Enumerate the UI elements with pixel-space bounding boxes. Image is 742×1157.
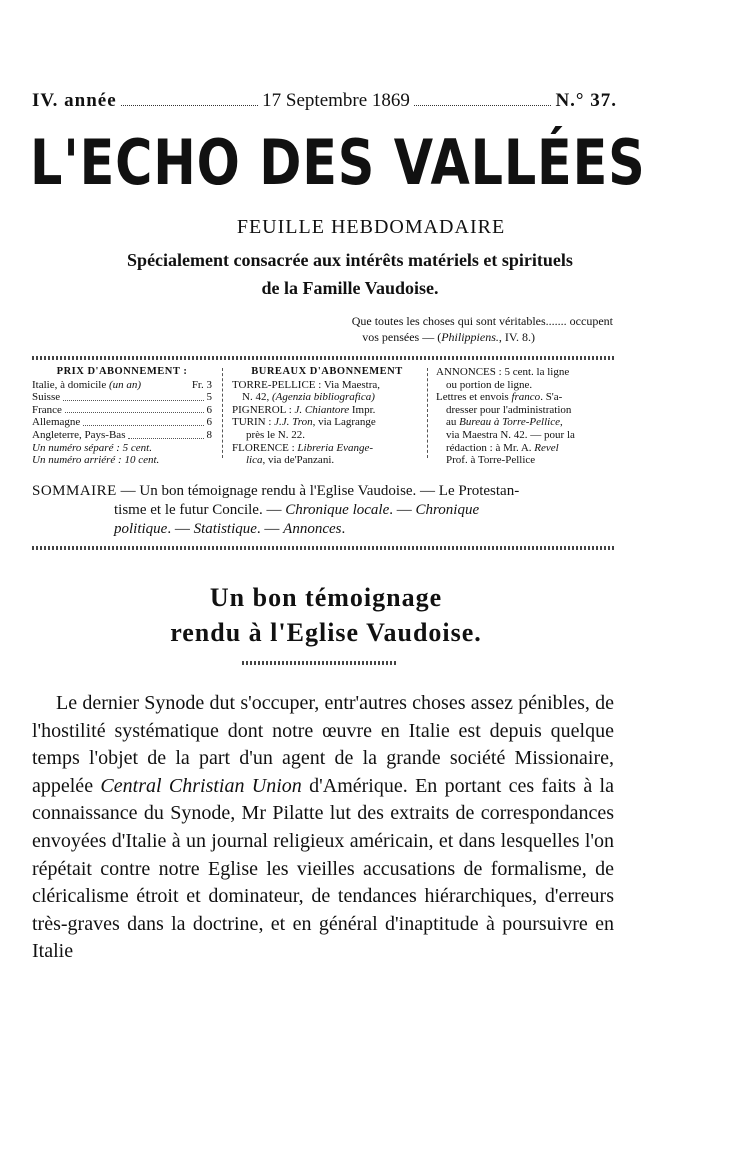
article-body bbox=[32, 690, 614, 966]
price-value: 5 bbox=[206, 391, 212, 404]
ads-line: via Maestra N. 42. — pour la bbox=[446, 428, 575, 441]
ads-column bbox=[436, 366, 618, 467]
office-text-italic: J.J. Tron bbox=[274, 416, 313, 429]
office-text: PIGNEROL : bbox=[232, 403, 295, 416]
office-line bbox=[232, 442, 422, 455]
ads-line bbox=[436, 391, 618, 404]
dedication-line-1: Spécialement consacrée aux intérêts matériels et spirituels bbox=[127, 250, 573, 270]
ads-line: Prof. à Torre-Pellice bbox=[446, 454, 536, 467]
office-text-italic: J. Chiantore bbox=[294, 403, 350, 416]
title-ornament bbox=[242, 661, 398, 665]
price-value: Fr. 3 bbox=[191, 378, 212, 391]
issue-year: IV. année bbox=[32, 90, 117, 111]
summary-continuation bbox=[32, 501, 617, 539]
article-text-italic: Central Christian Union bbox=[100, 774, 302, 797]
table-of-contents bbox=[32, 482, 617, 539]
masthead-title: L'ECHO DES VALLÉES bbox=[30, 126, 646, 199]
ads-line bbox=[436, 442, 618, 455]
summary-text: tisme et le futur Concile. — bbox=[114, 502, 286, 518]
office-text-italic: Libreria Evange- bbox=[297, 441, 374, 454]
back-issue-price: Un numéro arriéré : 10 cent. bbox=[32, 454, 160, 467]
article-text: Le dernier Synode dut s'occuper, entr'autres choses assez pénibles, de l'hostilité systématique dont notre œuvre en Italie est depuis quelque temps l'objet de la part d'un agent de la grande société Missionaire, appelée bbox=[32, 692, 614, 797]
price-value: 6 bbox=[206, 403, 212, 416]
column-separator bbox=[427, 368, 428, 458]
price-row bbox=[32, 391, 212, 404]
office-text: TURIN : bbox=[232, 416, 275, 429]
price-label: Italie, à domicile bbox=[32, 378, 109, 391]
summary-item: politique bbox=[114, 521, 168, 537]
office-line bbox=[232, 416, 422, 429]
column-separator bbox=[222, 368, 223, 458]
ads-text: rédaction : à Mr. A. bbox=[446, 441, 535, 454]
divider bbox=[32, 356, 616, 360]
ads-text-italic: Revel bbox=[534, 441, 559, 454]
ads-text: . S'a- bbox=[540, 391, 563, 404]
issue-line bbox=[32, 90, 617, 112]
summary-text: . bbox=[341, 521, 346, 537]
summary-item: Annonces bbox=[283, 521, 342, 537]
ads-text-italic: franco bbox=[511, 391, 541, 404]
office-text-italic: (Agenzia bibliografica) bbox=[271, 391, 375, 404]
summary-text: . — bbox=[167, 521, 194, 537]
price-value: 8 bbox=[206, 428, 212, 441]
dot-leader bbox=[83, 416, 203, 426]
price-value: 6 bbox=[206, 416, 212, 429]
epigraph-verse: , IV. 8.) bbox=[498, 330, 535, 344]
summary-item: Statistique bbox=[193, 521, 257, 537]
summary-text: . — bbox=[256, 521, 284, 537]
ads-text-italic: Bureau à Torre-Pellice bbox=[459, 416, 560, 429]
summary-label: SOMMAIRE bbox=[32, 483, 117, 499]
price-label: France bbox=[32, 403, 62, 416]
epigraph-line-2 bbox=[268, 329, 613, 345]
single-issue-price: Un numéro séparé : 5 cent. bbox=[32, 441, 152, 454]
epigraph-text: vos pensées — ( bbox=[362, 330, 442, 344]
epigraph bbox=[268, 313, 613, 345]
price-label: Allemagne bbox=[32, 416, 81, 429]
price-label-note: (un an) bbox=[108, 378, 142, 391]
summary-text: — Un bon témoignage rendu à l'Eglise Vaudoise. — Le Protestan- bbox=[116, 483, 520, 499]
office-line: près le N. 22. bbox=[246, 428, 305, 441]
office-line bbox=[232, 391, 422, 404]
price-label: Angleterre, Pays-Bas bbox=[32, 428, 126, 441]
dot-leader bbox=[63, 391, 203, 401]
article-title-line-2: rendu à l'Eglise Vaudoise. bbox=[170, 618, 482, 647]
divider bbox=[32, 546, 616, 550]
ads-line bbox=[436, 416, 618, 429]
office-text: , via Lagrange bbox=[312, 416, 376, 429]
price-row bbox=[32, 416, 212, 429]
epigraph-reference: Philippiens. bbox=[441, 330, 499, 344]
dot-leader bbox=[121, 105, 259, 106]
dot-leader bbox=[128, 429, 203, 439]
issue-number: N.° 37. bbox=[555, 90, 618, 111]
ads-text: au bbox=[446, 416, 460, 429]
summary-item: Chronique locale bbox=[285, 502, 390, 518]
article-paragraph bbox=[32, 690, 614, 966]
dedication-line-2: de la Famille Vaudoise. bbox=[261, 278, 439, 298]
price-row bbox=[32, 379, 212, 392]
offices-column bbox=[232, 366, 422, 467]
prices-column bbox=[32, 366, 212, 467]
office-text: , via de'Panzani. bbox=[262, 454, 335, 467]
office-line bbox=[232, 454, 422, 467]
price-row bbox=[32, 404, 212, 417]
summary-text: . — bbox=[389, 502, 416, 518]
price-label: Suisse bbox=[32, 391, 61, 404]
office-text: N. 42, bbox=[242, 391, 272, 404]
ads-line: ANNONCES : 5 cent. la ligne bbox=[436, 366, 570, 378]
ads-line: ou portion de ligne. bbox=[446, 378, 533, 391]
ads-text: , bbox=[559, 416, 563, 429]
office-line: TORRE-PELLICE : Via Maestra, bbox=[232, 378, 381, 391]
article-text: d'Amérique. En portant ces faits à la connaissance du Synode, Mr Pilatte lut des extraits de correspondances envoyées d'Italie à un journal religieux américain, et dans lesquelles l'on répétait contre notre Eglise les vieilles accusations de formalisme, de cléricalisme étroit et dominateur, de tendances hiérarchiques, d'erreurs très-graves dans la doctrine, et en général d'inaptitude à poursuivre en Italie bbox=[32, 774, 614, 963]
dot-leader bbox=[414, 105, 552, 106]
subtitle: FEUILLE HEBDOMADAIRE bbox=[236, 216, 506, 238]
office-line bbox=[232, 404, 422, 417]
article-title-line-1: Un bon témoignage bbox=[209, 583, 443, 612]
office-text: Impr. bbox=[349, 403, 376, 416]
summary-item: Chronique bbox=[415, 502, 480, 518]
epigraph-line-1: Que toutes les choses qui sont véritables....... occupent bbox=[351, 314, 613, 328]
ads-line: dresser pour l'administration bbox=[446, 403, 572, 416]
ads-text: Lettres et envois bbox=[436, 391, 512, 404]
prices-title: PRIX D'ABONNEMENT : bbox=[56, 366, 188, 377]
offices-title: BUREAUX D'ABONNEMENT bbox=[251, 366, 403, 377]
issue-date: 17 Septembre 1869 bbox=[262, 90, 410, 111]
office-text-italic: lica bbox=[246, 454, 263, 467]
dot-leader bbox=[65, 404, 204, 414]
office-text: FLORENCE : bbox=[232, 441, 298, 454]
price-row bbox=[32, 429, 212, 442]
